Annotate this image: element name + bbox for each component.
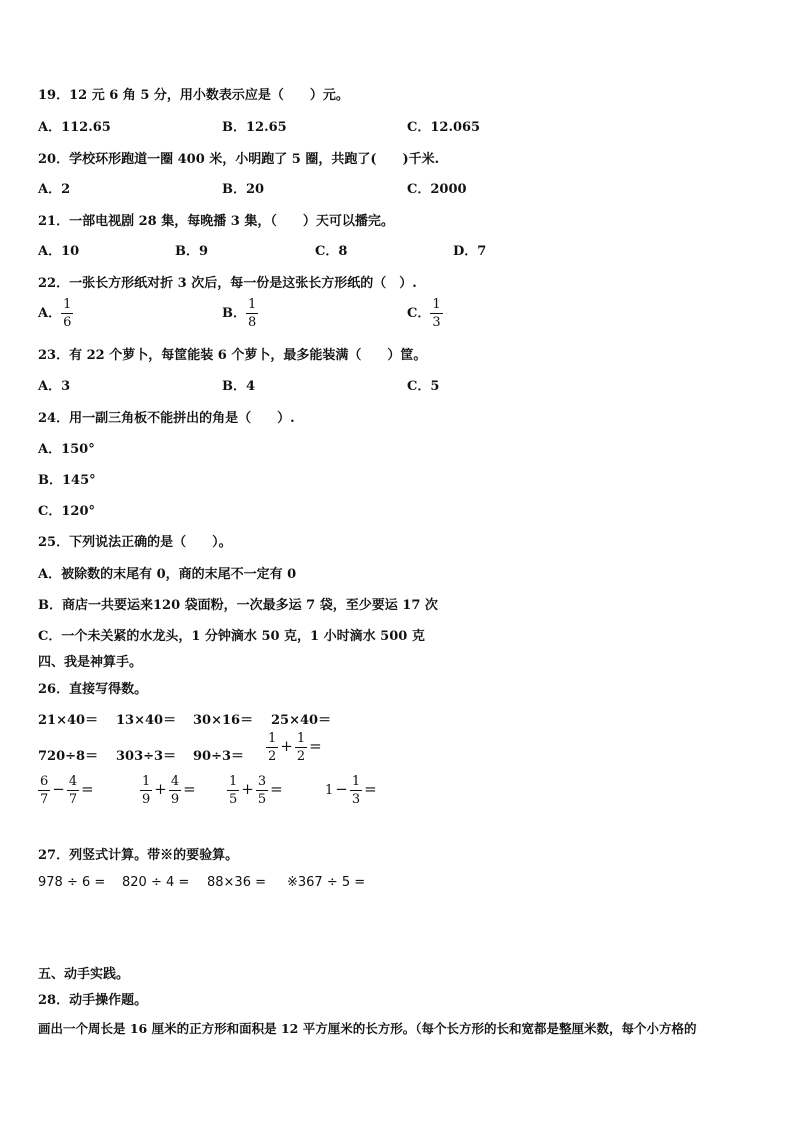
fraction-denominator: 5 [257,792,267,807]
q27-item: 820 ÷ 4 = [122,875,190,890]
q28-text: 画出一个周长是 16 厘米的正方形和面积是 12 平方厘米的长方形。（每个长方形的长和宽都是整厘米数，每个小方格的 [38,1021,697,1036]
q27-stem: 27．列竖式计算。带※的要验算。 [38,848,239,863]
fraction-numerator: 4 [170,774,180,789]
q20-option-b: B．20 [222,182,265,197]
q20-option-a: A．2 [38,182,71,197]
q23-option-a: A．3 [38,379,71,394]
equals-sign: = [270,780,283,798]
q27-item: 88×36 = [207,875,267,890]
fraction [256,775,268,806]
fraction-denominator: 2 [296,749,306,764]
q22-option-a [38,298,73,329]
q21-option-b: B．9 [175,244,209,259]
q24-option-c: C．120° [38,504,95,519]
fraction-denominator: 8 [248,315,257,330]
operator: − [52,780,65,798]
q19-stem: 19．12 元 6 角 5 分，用小数表示应是（ ）元。 [38,88,349,103]
fraction [67,775,79,806]
q22-option-b [222,298,258,329]
q21-option-c: C．8 [315,244,348,259]
fraction-denominator: 3 [351,792,361,807]
q19-option-b: B．12.65 [222,120,287,135]
fraction-denominator: 7 [68,792,78,807]
q22-option-b-fraction [246,298,258,329]
q24-stem: 24．用一副三角板不能拼出的角是（ ）. [38,411,295,426]
q24-option-a: A．150° [38,442,95,457]
q22-option-c-label: C． [407,306,431,321]
q26-calc: 90÷3＝ [193,749,245,764]
q21-option-d: D．7 [453,244,487,259]
q21-option-a: A．10 [38,244,80,259]
operator: + [280,737,293,755]
fraction-numerator: 4 [68,774,78,789]
q20-stem: 20．学校环形跑道一圈 400 米，小明跑了 5 圈，共跑了( )千米. [38,152,440,167]
operator: + [154,780,167,798]
q25-option-b: B．商店一共要运来120 袋面粉，一次最多运 7 袋，至少要运 17 次 [38,598,438,613]
q27-item: ※367 ÷ 5 = [287,875,366,890]
fraction-numerator: 1 [142,774,151,789]
operator: − [335,780,348,798]
q26-stem: 26．直接写得数。 [38,682,148,697]
fraction [169,775,181,806]
q23-option-b: B．4 [222,379,256,394]
q26-fraction-calc [227,775,285,806]
fraction-denominator: 3 [432,315,441,330]
fraction-numerator: 1 [268,731,277,746]
fraction [227,775,239,806]
q26-fraction-calc [325,775,379,806]
whole-number: 1 [325,783,334,798]
operator: + [241,780,254,798]
q26-calc: 720÷8＝ [38,749,99,764]
q22-option-a-label: A． [38,306,62,321]
equals-sign: = [309,737,322,755]
q26-calc: 303÷3＝ [116,749,177,764]
fraction-numerator: 3 [257,774,267,789]
fraction [295,732,307,763]
equals-sign: = [81,780,94,798]
q22-stem: 22．一张长方形纸对折 3 次后，每一份是这张长方形纸的（ ）. [38,276,417,291]
q26-calc: 30×16＝ [193,713,254,728]
q23-stem: 23．有 22 个萝卜，每筐能装 6 个萝卜，最多能装满（ ）筐。 [38,348,427,363]
q24-option-b: B．145° [38,473,96,488]
fraction-denominator: 6 [63,315,72,330]
fraction-numerator: 6 [40,774,49,789]
fraction [140,775,152,806]
q26-fraction-calc [38,775,96,806]
q27-item: 978 ÷ 6 = [38,875,106,890]
q20-option-c: C．2000 [407,182,467,197]
q26-fraction-calc [266,732,324,763]
q19-option-a: A．112.65 [38,120,111,135]
q25-stem: 25．下列说法正确的是（ ）。 [38,535,232,550]
fraction-denominator: 9 [142,792,151,807]
q22-option-a-fraction [61,298,73,329]
equals-sign: = [364,780,377,798]
q21-stem: 21．一部电视剧 28 集，每晚播 3 集，（ ）天可以播完。 [38,214,394,229]
fraction-numerator: 1 [63,297,72,312]
q19-option-c: C．12.065 [407,120,481,135]
q25-option-c: C．一个未关紧的水龙头，1 分钟滴水 50 克，1 小时滴水 500 克 [38,629,425,644]
fraction-denominator: 7 [40,792,49,807]
q23-option-c: C．5 [407,379,440,394]
q26-calc: 25×40＝ [271,713,332,728]
section-4-heading: 四、我是神算手。 [38,655,143,670]
q22-option-c [407,298,443,329]
q26-calc: 21×40＝ [38,713,99,728]
fraction-numerator: 1 [229,774,238,789]
fraction [266,732,278,763]
fraction-numerator: 1 [432,297,441,312]
q22-option-c-fraction [430,298,442,329]
equals-sign: = [183,780,196,798]
fraction [350,775,362,806]
q28-stem: 28．动手操作题。 [38,993,148,1008]
q22-option-b-label: B． [222,306,246,321]
fraction-numerator: 1 [248,297,257,312]
fraction-numerator: 1 [296,731,306,746]
q26-calc: 13×40＝ [116,713,177,728]
fraction-denominator: 2 [268,749,277,764]
q25-option-a: A．被除数的末尾有 0，商的末尾不一定有 0 [38,567,297,582]
fraction-numerator: 1 [351,774,361,789]
fraction-denominator: 9 [170,792,180,807]
fraction-denominator: 5 [229,792,238,807]
q26-fraction-calc [140,775,198,806]
fraction [38,775,50,806]
section-5-heading: 五、动手实践。 [38,967,130,982]
